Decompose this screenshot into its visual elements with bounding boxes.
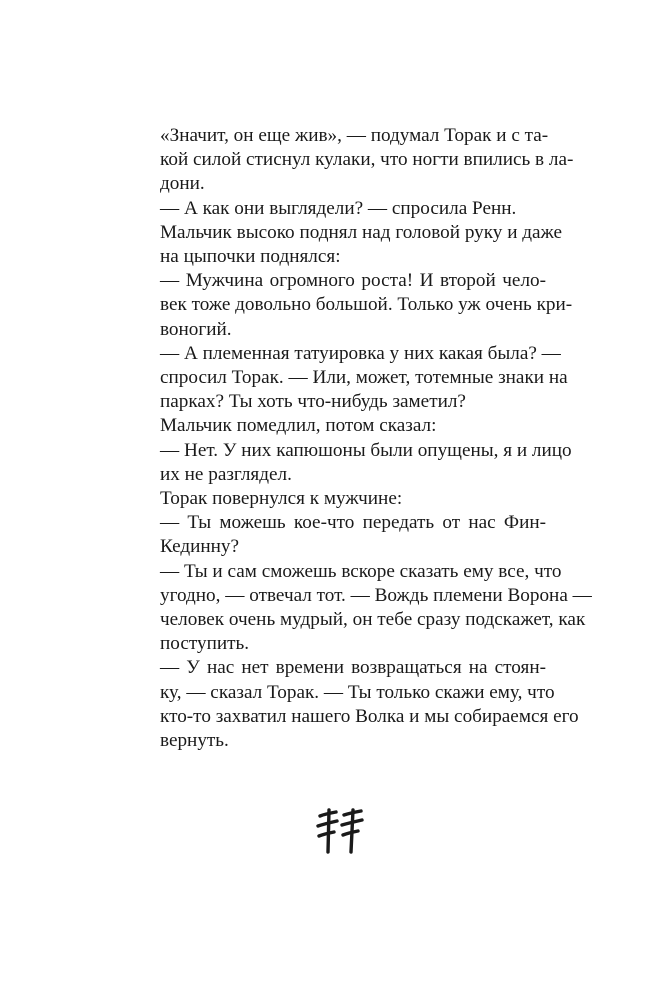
body-text bbox=[160, 124, 592, 753]
text-line: парках? Ты хоть что-нибудь заметил? bbox=[160, 391, 466, 413]
text-line: — Нет. У них капюшоны были опущены, я и лицо bbox=[160, 439, 572, 461]
paragraph bbox=[160, 511, 546, 559]
text-line: их не разглядел. bbox=[160, 463, 292, 485]
paragraph bbox=[160, 560, 592, 657]
text-line: кой силой стиснул кулаки, что ногти впились в ла- bbox=[160, 149, 574, 171]
text-line: Мальчик высоко поднял над головой руку и даже bbox=[160, 221, 563, 243]
text-line: поступить. bbox=[160, 633, 250, 655]
text-line: вернуть. bbox=[160, 730, 229, 752]
paragraph bbox=[160, 197, 546, 221]
text-line: Мальчик помедлил, потом сказал: bbox=[160, 415, 437, 437]
text-line: век тоже довольно большой. Только уж очень кри- bbox=[160, 294, 573, 316]
text-line: воногий. bbox=[160, 318, 232, 340]
twin-tree-ornament-icon bbox=[312, 806, 372, 854]
text-line: — А племенная татуировка у них какая была? — bbox=[160, 342, 561, 364]
text-line: — Мужчина огромного роста! И второй чело- bbox=[160, 270, 546, 292]
text-line: Торак повернулся к мужчине: bbox=[160, 488, 403, 510]
text-line: — Ты можешь кое-что передать от нас Фин- bbox=[160, 512, 546, 534]
text-line: Кединну? bbox=[160, 536, 240, 558]
paragraph bbox=[160, 221, 563, 269]
paragraph bbox=[160, 342, 568, 415]
text-line: ку, — сказал Торак. — Ты только скажи ему, что bbox=[160, 681, 555, 703]
text-line: дони. bbox=[160, 173, 205, 195]
paragraph bbox=[160, 269, 573, 342]
paragraph bbox=[160, 487, 546, 511]
paragraph bbox=[160, 656, 579, 753]
text-line: — Ты и сам сможешь вскоре сказать ему все, что bbox=[160, 560, 562, 582]
paragraph bbox=[160, 439, 572, 487]
text-line: человек очень мудрый, он тебе сразу подскажет, как bbox=[160, 609, 586, 631]
text-line: кто-то захватил нашего Волка и мы собираемся его bbox=[160, 705, 579, 727]
text-line: — У нас нет времени возвращаться на стоян- bbox=[160, 657, 546, 679]
text-line: спросил Торак. — Или, может, тотемные знаки на bbox=[160, 367, 568, 389]
paragraph bbox=[160, 124, 574, 197]
text-line: «Значит, он еще жив», — подумал Торак и с та- bbox=[160, 125, 549, 146]
text-line: угодно, — отвечал тот. — Вождь племени Ворона — bbox=[160, 584, 592, 606]
text-line: — А как они выглядели? — спросила Ренн. bbox=[160, 197, 517, 219]
paragraph bbox=[160, 414, 546, 438]
text-line: на цыпочки поднялся: bbox=[160, 246, 341, 268]
